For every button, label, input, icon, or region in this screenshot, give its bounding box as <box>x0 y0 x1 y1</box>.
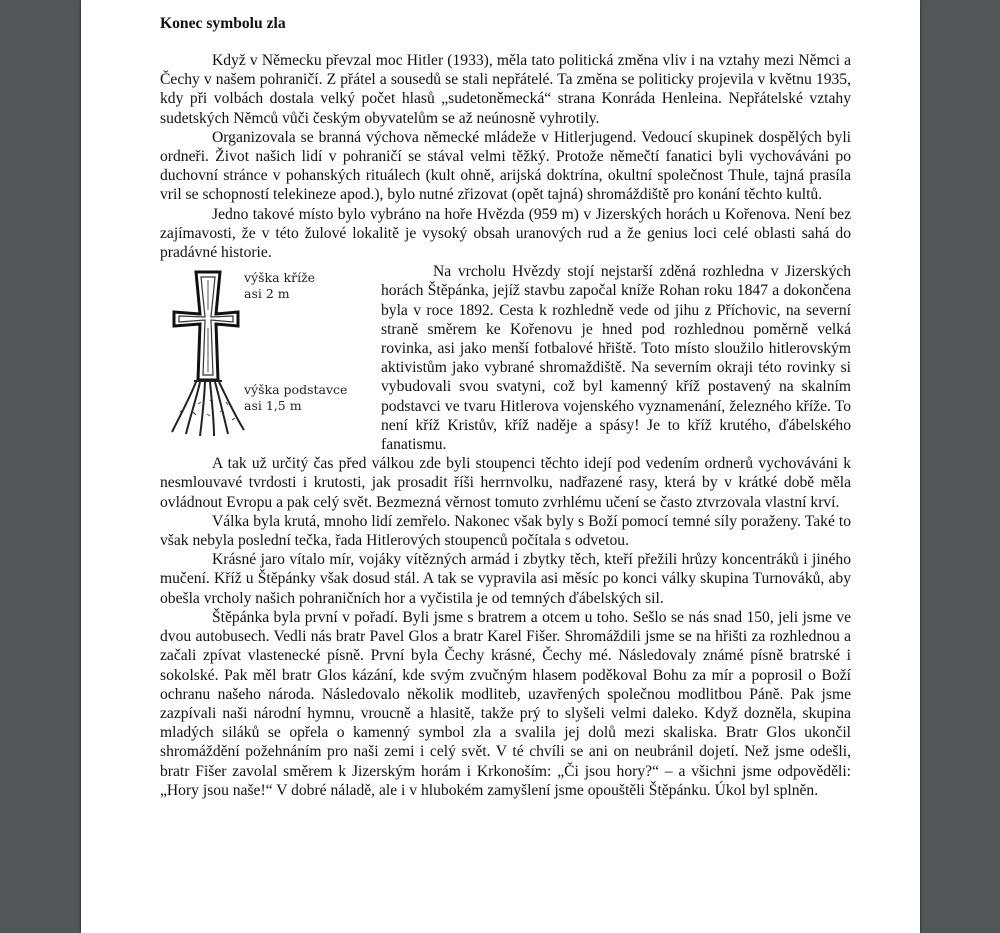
base-height-value: asi 1,5 m <box>244 398 302 414</box>
iron-cross-figure <box>160 262 375 444</box>
cross-height-value: asi 2 m <box>244 286 290 302</box>
article-title: Konec symbolu zla <box>160 15 286 32</box>
page-content <box>160 14 851 800</box>
cross-height-caption: výška kříže <box>244 270 316 286</box>
paragraph: Válka byla krutá, mnoho lidí zemřelo. Nakonec však byly s Boží pomocí temné síly poraženy. Také to však nebyla poslední tečka, řada Hitlerových stoupenců počítala s odvetou. <box>160 512 851 550</box>
paragraph: Když v Německu převzal moc Hitler (1933), měla tato politická změna vliv i na vztahy mezi Němci a Čechy v našem pohraničí. Z přátel a sousedů se stali nepřátelé. Ta změna se politicky projevila v květnu 1935, kdy při volbách dostala velký počet hlasů „sudetoněmecká“ strana Konráda Henleina. Nepřátelské vztahy sudetských Němců vůči českým obyvatelům se až neúnosně vyhrotily. <box>160 52 851 127</box>
paragraph: Štěpánka byla první v pořadí. Byli jsme s bratrem a otcem u toho. Sešlo se nás snad 150, jeli jsme ve dvou autobusech. Vedli nás bratr Pavel Glos a bratr Karel Fišer. Shromáždili jsme se na hřišti za rozhlednou a začali zpívat vlastenecké písně. První byla Čechy krásné, Čechy mé. Následovaly známé písně bratrské i sokolské. Pak měl bratr Glos kázání, kde svým zvučným hlasem poděkoval Bohu za mír a poprosil o Boží ochranu našeho národa. Následovalo několik modliteb, uzavřených společnou modlitbou Páně. Pak jsme zazpívali naši národní hymnu, vroucně a hlasitě, takže prý to slyšeli velmi daleko. Když dozněla, skupina mladých siláků se opřela o kamenný symbol zla a svalila jej dolů mezi skaliska. Bratr Glos ukončil shromáždění požehnáním pro naši zemi i celý svět. V té chvíli se ani on neubránil dojetí. Než jsme odešli, bratr Fišer zavolal směrem k Jizerským horám i Krkonoším: „Či jsou hory?“ – a všichni jsme odpověděli: „Hory jsou naše!“ V dobré náladě, ale i v hlubokém zamyšlení jsme opouštěli Štěpánku. Úkol byl splněn. <box>160 608 851 799</box>
cross-height-label <box>244 270 315 302</box>
paragraph: Jedno takové místo bylo vybráno na hoře Hvězda (959 m) v Jizerských horách u Kořenova. Není bez zajímavosti, že v této žulové lokalitě je vysoký obsah uranových rud a že genius loci celé oblasti sahá do pradávné historie. <box>160 205 851 262</box>
base-height-label <box>244 382 347 414</box>
base-height-caption: výška podstavce <box>244 382 348 398</box>
paragraph: Na vrcholu Hvězdy stojí nejstarší zděná rozhledna v Jizerských horách Štěpánka, jejíž stavbu započal kníže Rohan roku 1847 a dokončena byla v roce 1892. Cesta k rozhledně vede od jihu z Příchovic, na severní straně směrem ke Kořenovu je hned pod rozhlednou poměrně velká rovinka, asi jako menší fotbalové hřiště. Toto místo sloužilo hitlerovským aktivistům jako vybrané shromaždiště. Na severním okraji této rovinky si vybudovali svou svatyni, což byl kamenný kříž postavený na skalním podstavci ve tvaru Hitlerova vojenského vyznamenání, železného kříže. To není kříž Kristův, kříž naděje a spásy! Je to kříž krutého, ďábelského fanatismu. <box>381 263 851 454</box>
document-page <box>81 0 920 933</box>
paragraph: A tak už určitý čas před válkou zde byli stoupenci těchto idejí pod vedením ordnerů vychováváni k nesmlouvavé tvrdosti i krutosti, jak prosadit říši herrnvolku, nadřazené rasy, která by v krátké době měla ovládnout Evropu a pak celý svět. Bezmezná věrnost tomuto zvrhlému učení se často ztvrzovala vlastní krví. <box>160 455 851 511</box>
paragraph: Organizovala se branná výchova německé mládeže v Hitlerjugend. Vedoucí skupinek dospělých byli ordneři. Život našich lidí v pohraničí se stával velmi těžký. Protože němečtí fanatici byli vychováváni po duchovní stránce v pohanských rituálech (kult ohně, arijská doktrína, okultní společnost Thule, tajná prasíla vril se schopností telekineze apod.), bylo nutné zřizovat (opět tajná) shromáždiště pro konání těchto kultů. <box>160 128 851 204</box>
figure-section <box>160 262 851 454</box>
paragraph: Krásné jaro vítalo mír, vojáky vítězných armád i zbytky těch, kteří přežili hrůzy koncentráků i jiného mučení. Kříž u Štěpánky však dosud stál. A tak se vypravila asi měsíc po konci války skupina Turnováků, aby obešla vrcholy našich pohraničních hor a vyčistila je od temných ďábelských sil. <box>160 551 851 607</box>
